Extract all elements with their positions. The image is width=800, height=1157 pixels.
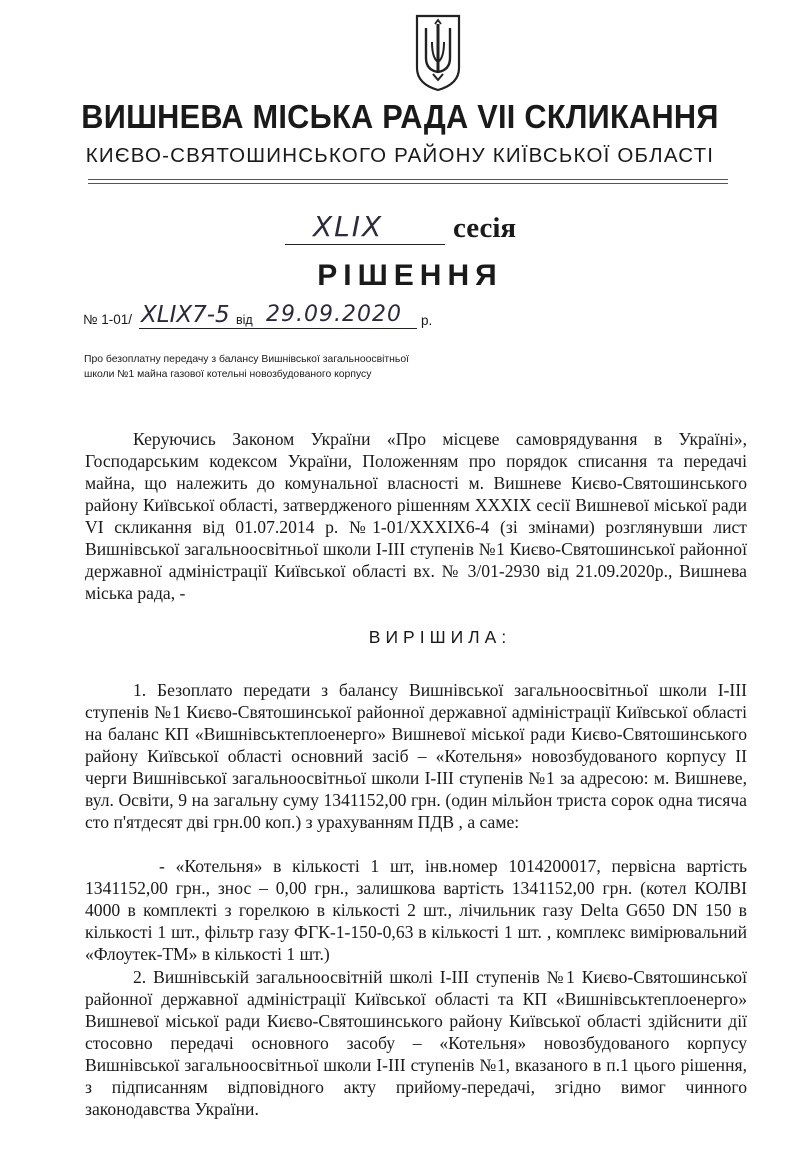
- resolution-item-1-detail: - «Котельня» в кількості 1 шт, інв.номер 1014200017, первісна вартість 1341152,00 грн., знос – 0,00 грн., залишкова вартість 1341152,00 грн. (котел КОЛВІ 4000 в комплекті з горелкою в кількості 2 шт., лічильник газу Delta G650 DN 150 в кількості 1 шт., фільтр газу ФГК-1-150-0,63 в кількості 1 шт. , комплекс вимірювальний «Флоутек-ТМ» в кількості 1 шт.): [85, 856, 747, 964]
- decision-number-underline: [139, 328, 259, 329]
- decision-title: РІШЕННЯ: [317, 259, 503, 292]
- preamble-paragraph: Керуючись Законом України «Про місцеве самоврядування в Україні», Господарським кодексом України, Положенням про порядок списання та передачі майна, що належить до комунальної власності м. Вишневе Києво-Святошинського району Київської області, затвердженого рішенням XXXIX сесії Вишневої міської ради VI скликання від 01.07.2014 р. №1-01/XXXIX6-4 (зі змінами) розглянувши лист Вишнівської загальноосвітньої школи І-ІІІ ступенів №1 Києво-Святошинської районної державної адміністрації Київської області вх. № 3/01-2930 від 21.09.2020р., Вишнева міська рада, -: [85, 429, 747, 603]
- session-number: XLIX: [313, 210, 384, 243]
- session-line: [285, 208, 585, 248]
- decision-date-suffix: р.: [421, 313, 433, 328]
- decision-date-prefix: від: [236, 313, 253, 327]
- decision-date: 29.09.2020: [266, 302, 402, 327]
- header-divider-top: [88, 179, 728, 180]
- decision-subject: Про безоплатну передачу з балансу Вишнівської загальноосвітньої школи №1 майна газової котельні новозбудованого корпусу: [84, 354, 409, 380]
- decision-number-date: [83, 304, 503, 334]
- session-label: сесія: [453, 212, 517, 244]
- resolution-item-1: 1. Безоплато передати з балансу Вишнівської загальноосвітньої школи І-ІІІ ступенів №1 Києво-Святошинської районної державної адміністрації Київської області на баланс КП «Вишнівськтеплоенерго» Вишневої міської ради Києво-Святошинського району Київської області основний засіб – «Котельня» новозбудованого корпусу ІІ черги Вишнівської загальноосвітньої школи І-ІІІ ступенів №1 за адресою: м. Вишневе, вул. Освіти, 9 на загальну суму 1341152,00 грн. (один мільйон триста сорок одна тисяча сто п'ятдесят дві грн.00 коп.) з урахуванням ПДВ , а саме:: [85, 680, 747, 832]
- decision-number-prefix: № 1-01/: [83, 312, 133, 327]
- decision-number: XLIX7-5: [141, 302, 230, 328]
- session-underline: [285, 244, 445, 245]
- council-name: ВИШНЕВА МІСЬКА РАДА VII СКЛИКАННЯ: [81, 98, 719, 135]
- header-divider-bottom: [88, 183, 728, 184]
- resolution-item-2: 2. Вишнівській загальноосвітній школі І-ІІІ ступенів №1 Києво-Святошинської районної державної адміністрації Київської області та КП «Вишнівськтеплоенерго» Вишневої міської ради Києво-Святошинського району Київської області здійснити дії стосовно передачі основного засобу – «Котельня» новозбудованого корпусу Вишнівської загальноосвітньої школи І-ІІІ ступенів №1, вказаного в п.1 цього рішення, з підписанням відповідного акту прийому-передачі, згідно вимог чинного законодавства України.: [85, 967, 747, 1119]
- decided-heading: ВИРІШИЛА:: [368, 627, 512, 647]
- district-name: КИЄВО-СВЯТОШИНСЬКОГО РАЙОНУ КИЇВСЬКОЇ ОБЛАСТІ: [85, 144, 715, 167]
- trident-coat-of-arms-icon: [413, 12, 463, 92]
- decision-date-underline: [259, 328, 417, 329]
